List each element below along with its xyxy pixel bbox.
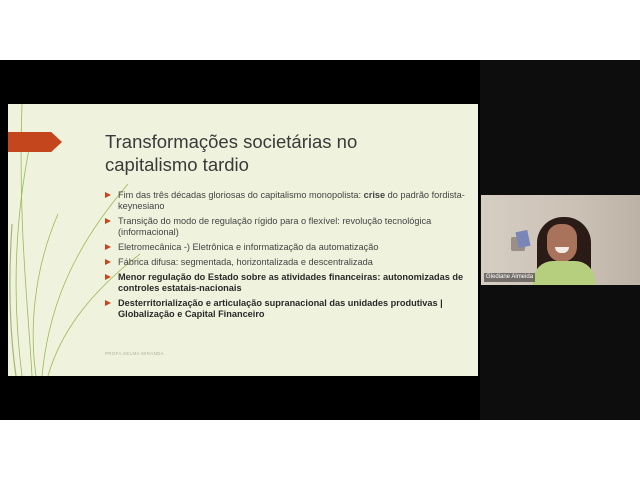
slide-bullet-list	[105, 190, 467, 324]
bullet-item: Transição do modo de regulação rígido para o flexível: revolução tecnológica (informacional)	[105, 216, 467, 238]
bullet-item: Fábrica difusa: segmentada, horizontalizada e descentralizada	[105, 257, 467, 268]
bullet-arrow-icon	[105, 259, 111, 265]
participant-video-tile[interactable]	[481, 195, 640, 285]
participant-body	[533, 261, 595, 285]
slide-footer: PROFA SELMA MIRANDA	[105, 351, 164, 356]
bullet-arrow-icon	[105, 244, 111, 250]
participant-name-label: Glediane Almeida	[486, 274, 534, 280]
bullet-item: Fim das três décadas gloriosas do capitalismo monopolista: crise do padrão fordista-keynesiano	[105, 190, 467, 212]
meeting-stage	[0, 60, 640, 420]
participant-face	[547, 224, 577, 262]
bullet-item: Menor regulação do Estado sobre as atividades financeiras: autonomizadas de controles estatais-nacionais	[105, 272, 467, 294]
bullet-arrow-icon	[105, 218, 111, 224]
bullet-item: Eletromecânica -) Eletrônica e informatização da automatização	[105, 242, 467, 253]
bullet-arrow-icon	[105, 192, 111, 198]
shared-screen-view[interactable]	[0, 60, 480, 420]
bullet-arrow-icon	[105, 274, 111, 280]
presentation-slide	[8, 104, 478, 376]
slide-title: Transformações societárias no capitalismo tardio	[105, 131, 358, 175]
title-arrow-accent	[8, 132, 62, 152]
bullet-item: Desterritorialização e articulação supranacional das unidades produtivas | Globalização e Capital Financeiro	[105, 298, 467, 320]
bullet-arrow-icon	[105, 300, 111, 306]
